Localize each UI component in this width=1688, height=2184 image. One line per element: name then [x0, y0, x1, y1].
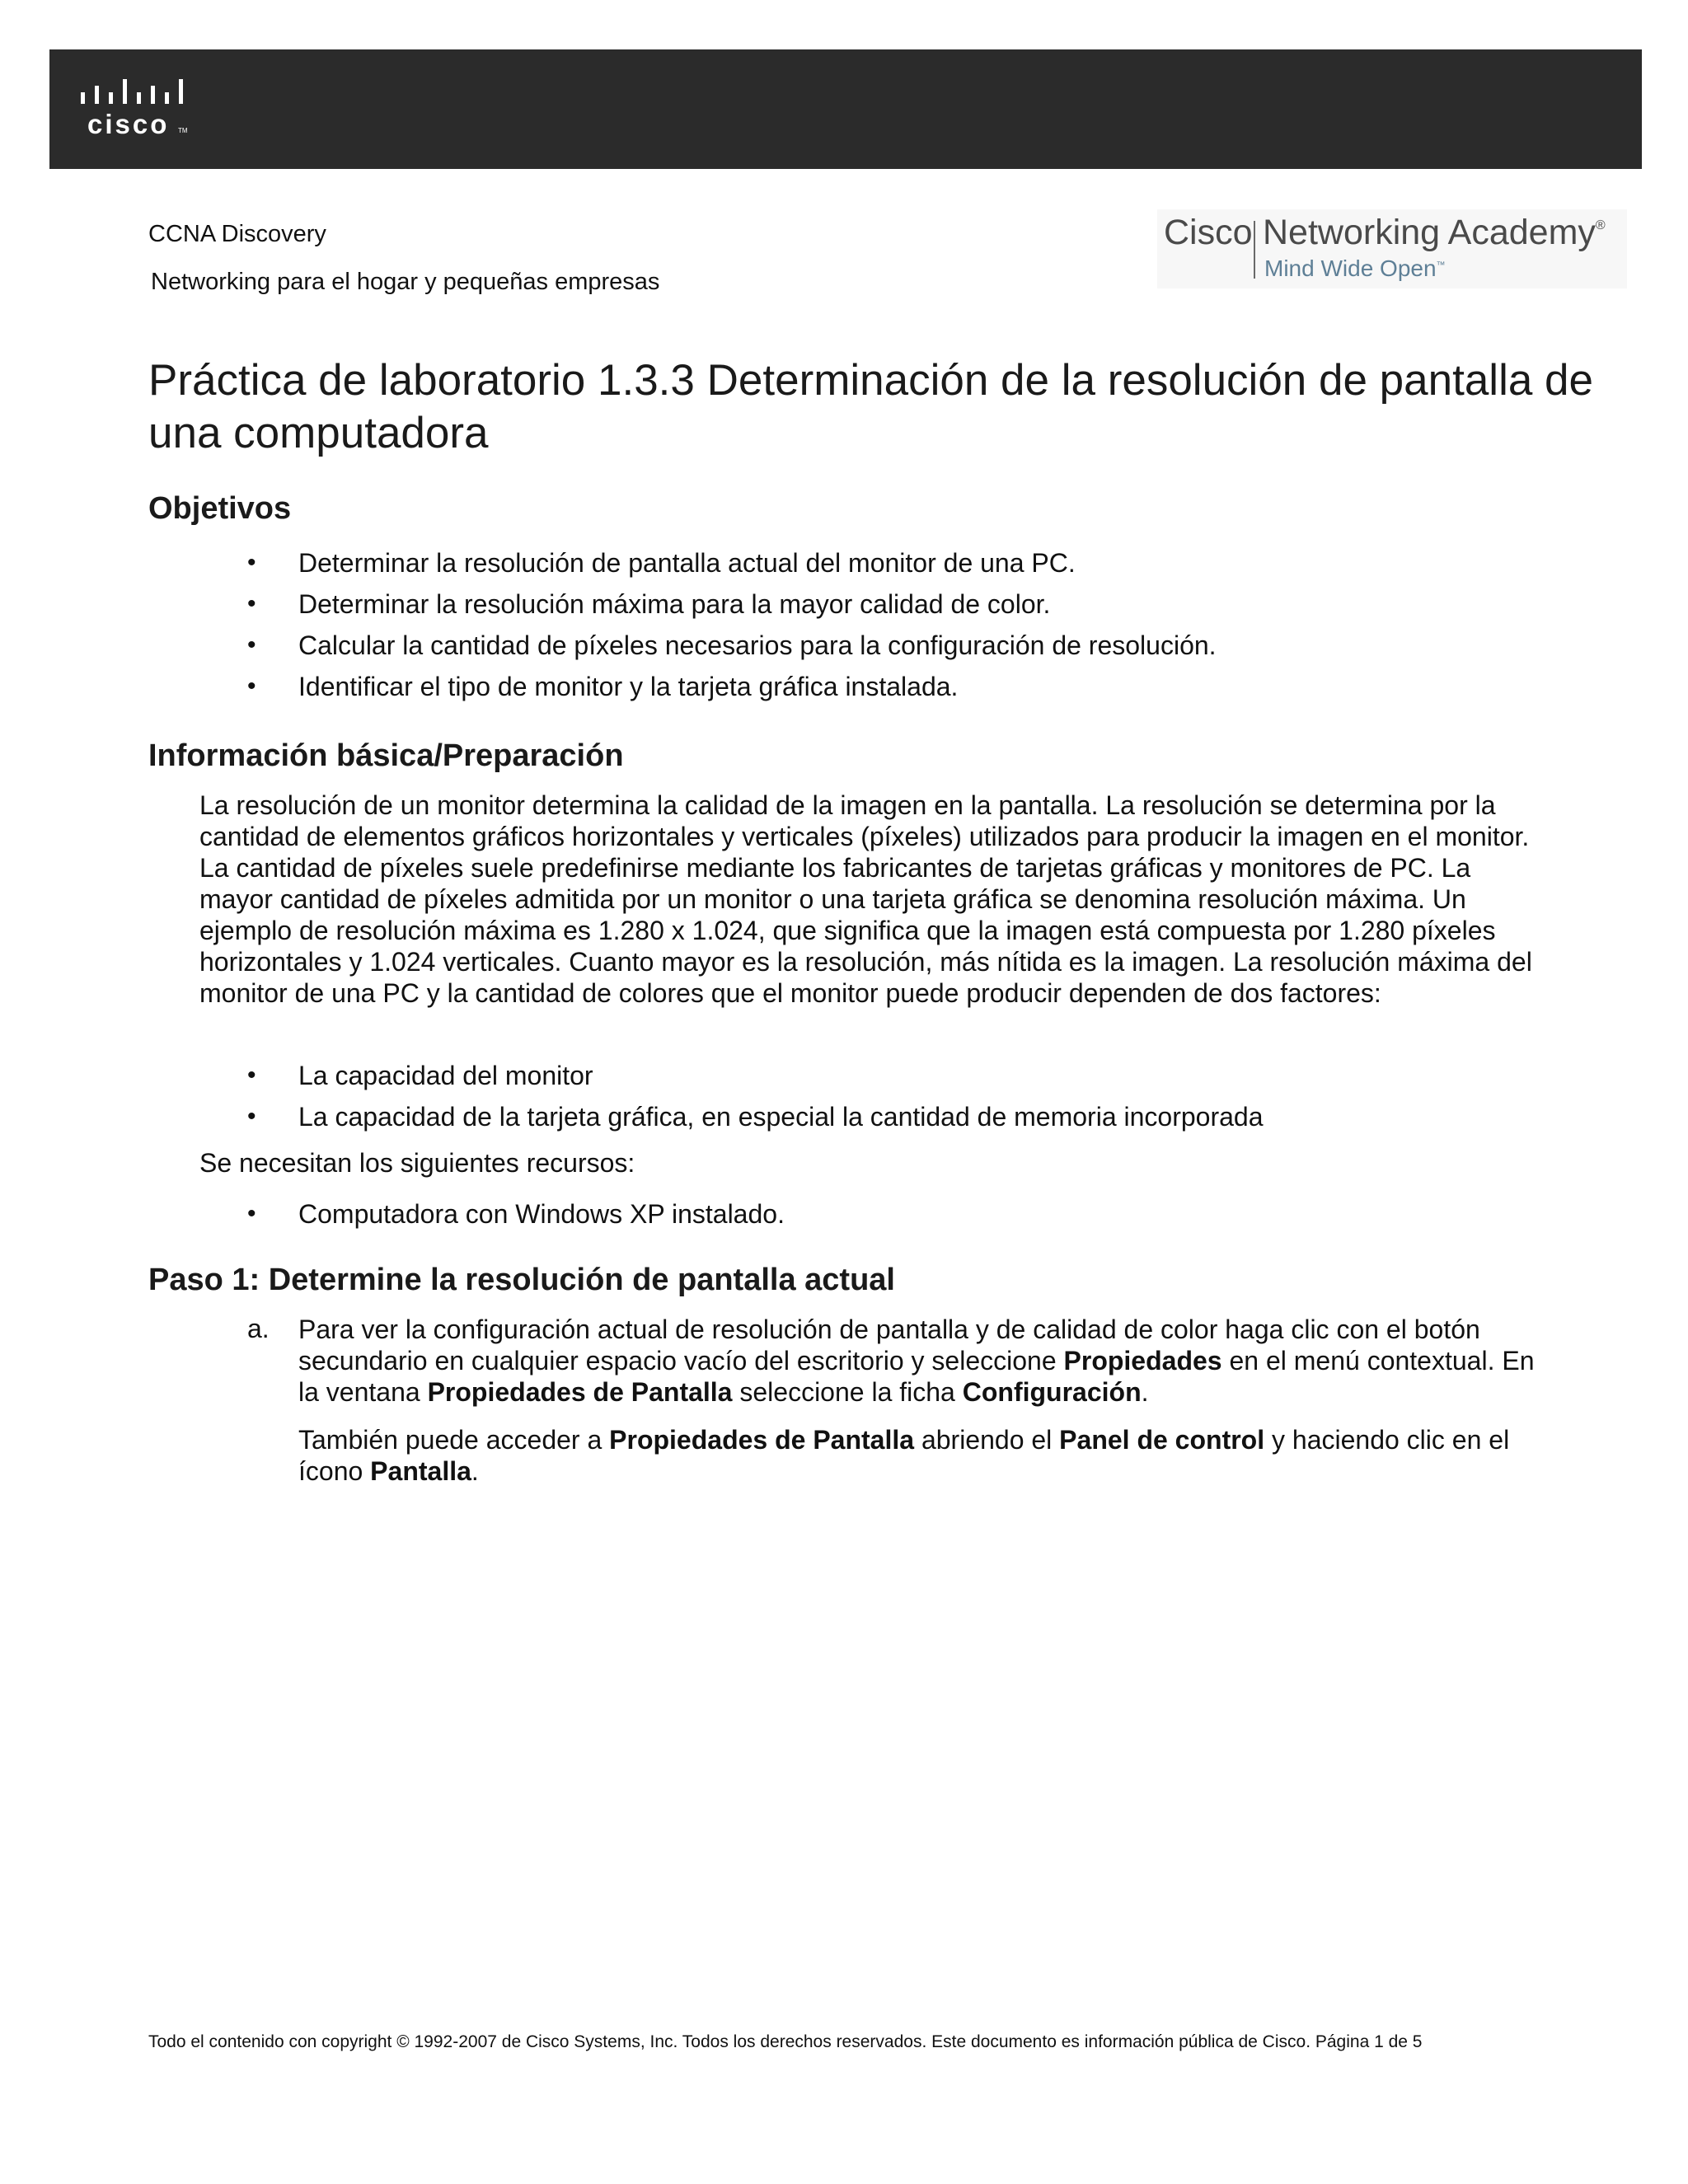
paso1-heading: Paso 1: Determine la resolución de pantalla actual: [148, 1263, 895, 1297]
step-a-paragraph-2: También puede acceder a Propiedades de Pantalla abriendo el Panel de control y haciendo clic en el ícono Pantalla.: [298, 1425, 1510, 1486]
course-subtitle: Networking para el hogar y pequeñas empresas: [151, 269, 660, 295]
page-footer: Todo el contenido con copyright © 1992-2007 de Cisco Systems, Inc. Todos los derechos reservados. Este documento es información pública de Cisco. Página 1 de 5: [148, 2032, 1423, 2051]
academy-logo-divider: [1254, 221, 1255, 279]
resources-intro: Se necesitan los siguientes recursos:: [199, 1148, 635, 1178]
list-item: • Calcular la cantidad de píxeles necesarios para la configuración de resolución.: [247, 625, 1217, 666]
academy-logo-cisco: Cisco: [1164, 213, 1253, 252]
info-heading: Información básica/Preparación: [148, 738, 624, 773]
list-item: • Determinar la resolución de pantalla actual del monitor de una PC.: [247, 542, 1217, 583]
cisco-tm: TM: [178, 127, 188, 134]
step-marker: a.: [247, 1314, 270, 1343]
list-item: • Computadora con Windows XP instalado.: [247, 1193, 785, 1235]
resources-list: [247, 1193, 785, 1235]
list-item: • La capacidad de la tarjeta gráfica, en especial la cantidad de memoria incorporada: [247, 1096, 1264, 1137]
list-item: • La capacidad del monitor: [247, 1055, 1264, 1096]
factors-list: [247, 1055, 1264, 1137]
objetivos-heading: Objetivos: [148, 491, 292, 526]
cisco-bars-icon: [76, 79, 191, 109]
cisco-logo: [76, 79, 191, 145]
networking-academy-logo: [1157, 209, 1627, 288]
page-title: Práctica de laboratorio 1.3.3 Determinación de la resolución de pantalla de una computadora: [148, 356, 1594, 457]
course-name: CCNA Discovery: [148, 221, 326, 247]
academy-logo-tagline: Mind Wide Open™: [1264, 255, 1446, 281]
objetivos-list: [247, 542, 1217, 707]
list-item: • Determinar la resolución máxima para la mayor calidad de color.: [247, 583, 1217, 625]
academy-logo-name: Networking Academy®: [1263, 213, 1606, 252]
header-banner: [49, 49, 1642, 169]
list-item: • Identificar el tipo de monitor y la tarjeta gráfica instalada.: [247, 666, 1217, 707]
info-paragraph: La resolución de un monitor determina la calidad de la imagen en la pantalla. La resolución se determina por la cantidad de elementos gráficos horizontales y verticales (píxeles) utilizados para producir la imagen en el monitor. La cantidad de píxeles suele predefinirse mediante los fabricantes de tarjetas gráficas y monitores de PC. La mayor cantidad de píxeles admitida por un monitor o una tarjeta gráfica se denomina resolución máxima. Un ejemplo de resolución máxima es 1.280 x 1.024, que significa que la imagen está compuesta por 1.280 píxeles horizontales y 1.024 verticales. Cuanto mayor es la resolución, más nítida es la imagen. La resolución máxima del monitor de una PC y la cantidad de colores que el monitor puede producir dependen de dos factores:: [199, 790, 1532, 1008]
cisco-wordmark: cisco: [87, 109, 170, 139]
step-a-paragraph-1: Para ver la configuración actual de resolución de pantalla y de calidad de color haga clic con el botón secundario en cualquier espacio vacío del escritorio y seleccione Propiedades en el menú contextual. En la ventana Propiedades de Pantalla seleccione la ficha Configuración.: [298, 1315, 1535, 1407]
